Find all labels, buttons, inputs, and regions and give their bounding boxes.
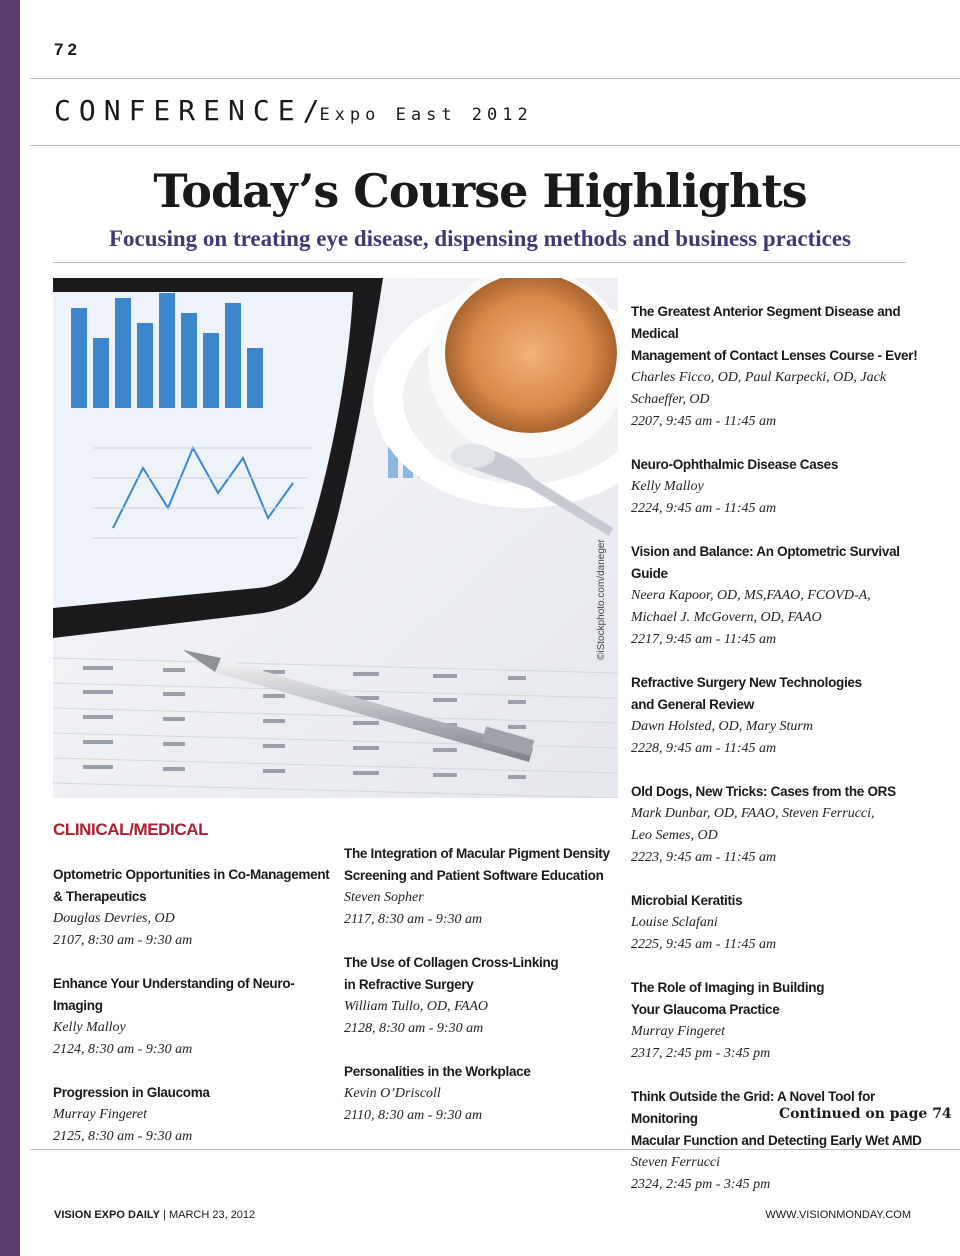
course-time: 2128, 8:30 am - 9:30 am <box>344 1021 484 1036</box>
course-presenters: William Tullo, OD, FAAO <box>344 999 489 1014</box>
stock-photo-tablet-coffee <box>53 278 618 798</box>
course-item <box>631 1086 931 1196</box>
course-title: Management of Contact Lenses Course - Ever! <box>631 348 918 363</box>
course-time: 2324, 2:45 pm - 3:45 pm <box>631 1177 771 1192</box>
section-main: CONFERENCE <box>54 94 303 127</box>
course-title: Vision and Balance: An Optometric Survival Guide <box>631 544 900 581</box>
right-column <box>631 301 931 1217</box>
top-divider <box>30 78 960 79</box>
publication-name: VISION EXPO DAILY <box>54 1209 160 1221</box>
course-time: 2107, 8:30 am - 9:30 am <box>53 933 193 948</box>
course-presenters: Douglas Devries, OD <box>53 911 175 926</box>
issue-date: MARCH 23, 2012 <box>168 1209 256 1221</box>
course-title: and General Review <box>631 697 754 712</box>
course-title: Your Glaucoma Practice <box>631 1002 780 1017</box>
course-presenters: Kelly Malloy <box>631 479 704 494</box>
page-title: Today’s Course Highlights <box>153 164 807 218</box>
course-title: Optometric Opportunities in Co-Management <box>53 867 330 882</box>
course-time: 2217, 9:45 am - 11:45 am <box>631 632 777 647</box>
course-title: Old Dogs, New Tricks: Cases from the ORS <box>631 784 896 799</box>
course-presenters: Kevin O’Driscoll <box>344 1086 441 1101</box>
section-sub: Expo East 2012 <box>319 105 533 125</box>
course-time: 2110, 8:30 am - 9:30 am <box>344 1108 483 1123</box>
course-time: 2223, 9:45 am - 11:45 am <box>631 850 777 865</box>
course-time: 2117, 8:30 am - 9:30 am <box>344 912 483 927</box>
course-item <box>631 301 931 433</box>
course-title: Microbial Keratitis <box>631 893 743 908</box>
course-presenters: Leo Semes, OD <box>631 828 718 843</box>
footer-separator: | <box>163 1209 166 1221</box>
course-item <box>631 890 931 956</box>
course-time: 2228, 9:45 am - 11:45 am <box>631 741 777 756</box>
section-header <box>54 94 533 127</box>
course-time: 2207, 9:45 am - 11:45 am <box>631 414 777 429</box>
section-slash: / <box>302 94 320 127</box>
course-presenters: Steven Ferrucci <box>631 1155 721 1170</box>
course-item <box>631 781 931 869</box>
course-presenters: Murray Fingeret <box>53 1107 147 1122</box>
footer-divider <box>30 1149 960 1150</box>
continued-link[interactable]: Continued on page 74 <box>779 1106 952 1122</box>
course-title: Personalities in the Workplace <box>344 1064 531 1079</box>
course-title: The Greatest Anterior Segment Disease and Medical <box>631 304 901 341</box>
course-title: Enhance Your Understanding of Neuro-Imaging <box>53 976 295 1013</box>
left-column <box>53 820 333 1169</box>
course-title: Macular Function and Detecting Early Wet AMD <box>631 1133 922 1148</box>
course-presenters: Mark Dunbar, OD, FAAO, Steven Ferrucci, <box>631 806 875 821</box>
course-presenters: Kelly Malloy <box>53 1020 126 1035</box>
course-presenters: Neera Kapoor, OD, MS,FAAO, FCOVD-A, <box>631 588 871 603</box>
course-title: Neuro-Ophthalmic Disease Cases <box>631 457 839 472</box>
course-title: Refractive Surgery New Technologies <box>631 675 862 690</box>
course-item <box>344 1061 624 1127</box>
course-presenters: Louise Sclafani <box>631 915 718 930</box>
course-title: in Refractive Surgery <box>344 977 474 992</box>
course-title: Screening and Patient Software Education <box>344 868 604 883</box>
course-item <box>344 952 624 1040</box>
course-item <box>53 973 333 1061</box>
course-title: Progression in Glaucoma <box>53 1085 210 1100</box>
course-title: The Integration of Macular Pigment Density <box>344 846 610 861</box>
course-presenters: Dawn Holsted, OD, Mary Sturm <box>631 719 813 734</box>
course-title: The Role of Imaging in Building <box>631 980 825 995</box>
course-item <box>631 672 931 760</box>
course-item <box>344 843 624 931</box>
footer-publication <box>54 1209 255 1221</box>
course-title: The Use of Collagen Cross-Linking <box>344 955 559 970</box>
course-time: 2125, 8:30 am - 9:30 am <box>53 1129 193 1144</box>
course-item <box>53 1082 333 1148</box>
photo-credit: ©iStockphoto.com/daneger <box>596 539 607 660</box>
course-time: 2224, 9:45 am - 11:45 am <box>631 501 777 516</box>
course-presenters: Steven Sopher <box>344 890 424 905</box>
course-time: 2317, 2:45 pm - 3:45 pm <box>631 1046 771 1061</box>
course-item <box>631 977 931 1065</box>
title-divider <box>53 262 906 263</box>
header-divider <box>30 145 960 146</box>
course-item <box>631 541 931 651</box>
clinical-medical-heading: CLINICAL/MEDICAL <box>53 820 209 839</box>
course-time: 2124, 8:30 am - 9:30 am <box>53 1042 193 1057</box>
course-time: 2225, 9:45 am - 11:45 am <box>631 937 777 952</box>
course-title: Think Outside the Grid: A Novel Tool for Monitoring <box>631 1089 875 1126</box>
course-item <box>53 864 333 952</box>
page-subtitle: Focusing on treating eye disease, dispensing methods and business practices <box>108 226 852 251</box>
page-number: 72 <box>54 40 81 59</box>
course-presenters: Charles Ficco, OD, Paul Karpecki, OD, Jack Schaeffer, OD <box>631 370 887 407</box>
middle-column <box>344 843 624 1148</box>
course-item <box>631 454 931 520</box>
course-title: & Therapeutics <box>53 889 147 904</box>
course-presenters: Murray Fingeret <box>631 1024 725 1039</box>
course-presenters: Michael J. McGovern, OD, FAAO <box>631 610 822 625</box>
footer-website[interactable]: WWW.VISIONMONDAY.COM <box>765 1209 911 1221</box>
